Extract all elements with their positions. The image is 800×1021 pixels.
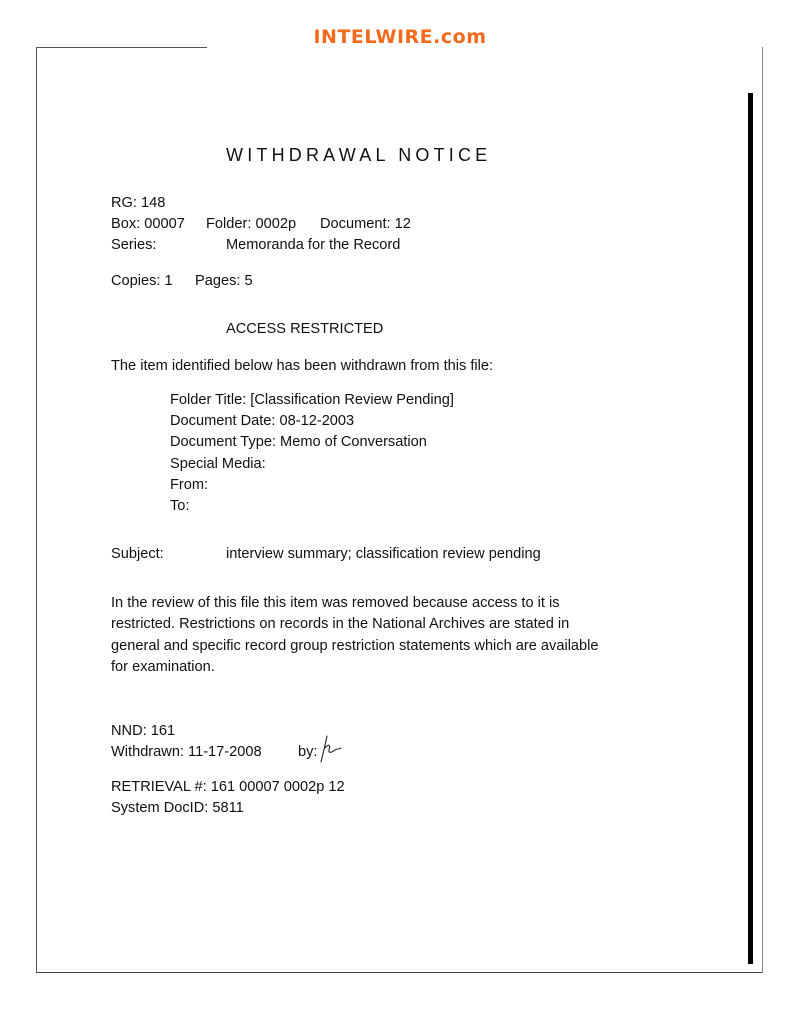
initials-signature bbox=[315, 732, 345, 764]
withdrawn-date: Withdrawn: 11-17-2008 bbox=[111, 744, 262, 760]
access-restricted-heading: ACCESS RESTRICTED bbox=[226, 321, 384, 337]
series-value: Memoranda for the Record bbox=[226, 237, 401, 253]
copies-field: Copies: 1 bbox=[111, 273, 173, 289]
nnd-field: NND: 161 bbox=[111, 723, 176, 739]
scan-edge-bar bbox=[748, 93, 753, 964]
rg-line: RG: 148 bbox=[111, 195, 166, 211]
subject-label: Subject: bbox=[111, 546, 164, 562]
page-border-left bbox=[36, 47, 37, 972]
series-label: Series: bbox=[111, 237, 157, 253]
box-field: Box: 00007 bbox=[111, 216, 185, 232]
document-field: Document: 12 bbox=[320, 216, 411, 232]
page-border-right bbox=[762, 47, 763, 973]
folder-field: Folder: 0002p bbox=[206, 216, 297, 232]
pages-field: Pages: 5 bbox=[195, 273, 253, 289]
system-docid: System DocID: 5811 bbox=[111, 800, 244, 816]
notice-title: WITHDRAWAL NOTICE bbox=[226, 145, 492, 165]
page-border-top bbox=[37, 47, 207, 48]
item-document-date: Document Date: 08-12-2003 bbox=[170, 413, 355, 429]
review-paragraph-line: for examination. bbox=[111, 659, 215, 675]
item-to: To: bbox=[170, 498, 190, 514]
item-from: From: bbox=[170, 477, 209, 493]
by-label: by: bbox=[298, 744, 318, 760]
review-paragraph-line: general and specific record group restriction statements which are available bbox=[111, 638, 599, 654]
review-paragraph-line: In the review of this file this item was removed because access to it is bbox=[111, 595, 560, 611]
page-border-bottom bbox=[36, 972, 763, 973]
withdrawn-intro: The item identified below has been withdrawn from this file: bbox=[111, 358, 494, 374]
subject-value: interview summary; classification review pending bbox=[226, 546, 541, 562]
watermark: INTELWIRE.com bbox=[313, 26, 487, 48]
review-paragraph-line: restricted. Restrictions on records in the National Archives are stated in bbox=[111, 616, 570, 632]
item-folder-title: Folder Title: [Classification Review Pending] bbox=[170, 392, 454, 408]
item-document-type: Document Type: Memo of Conversation bbox=[170, 434, 427, 450]
retrieval-number: RETRIEVAL #: 161 00007 0002p 12 bbox=[111, 779, 345, 795]
item-special-media: Special Media: bbox=[170, 456, 266, 472]
